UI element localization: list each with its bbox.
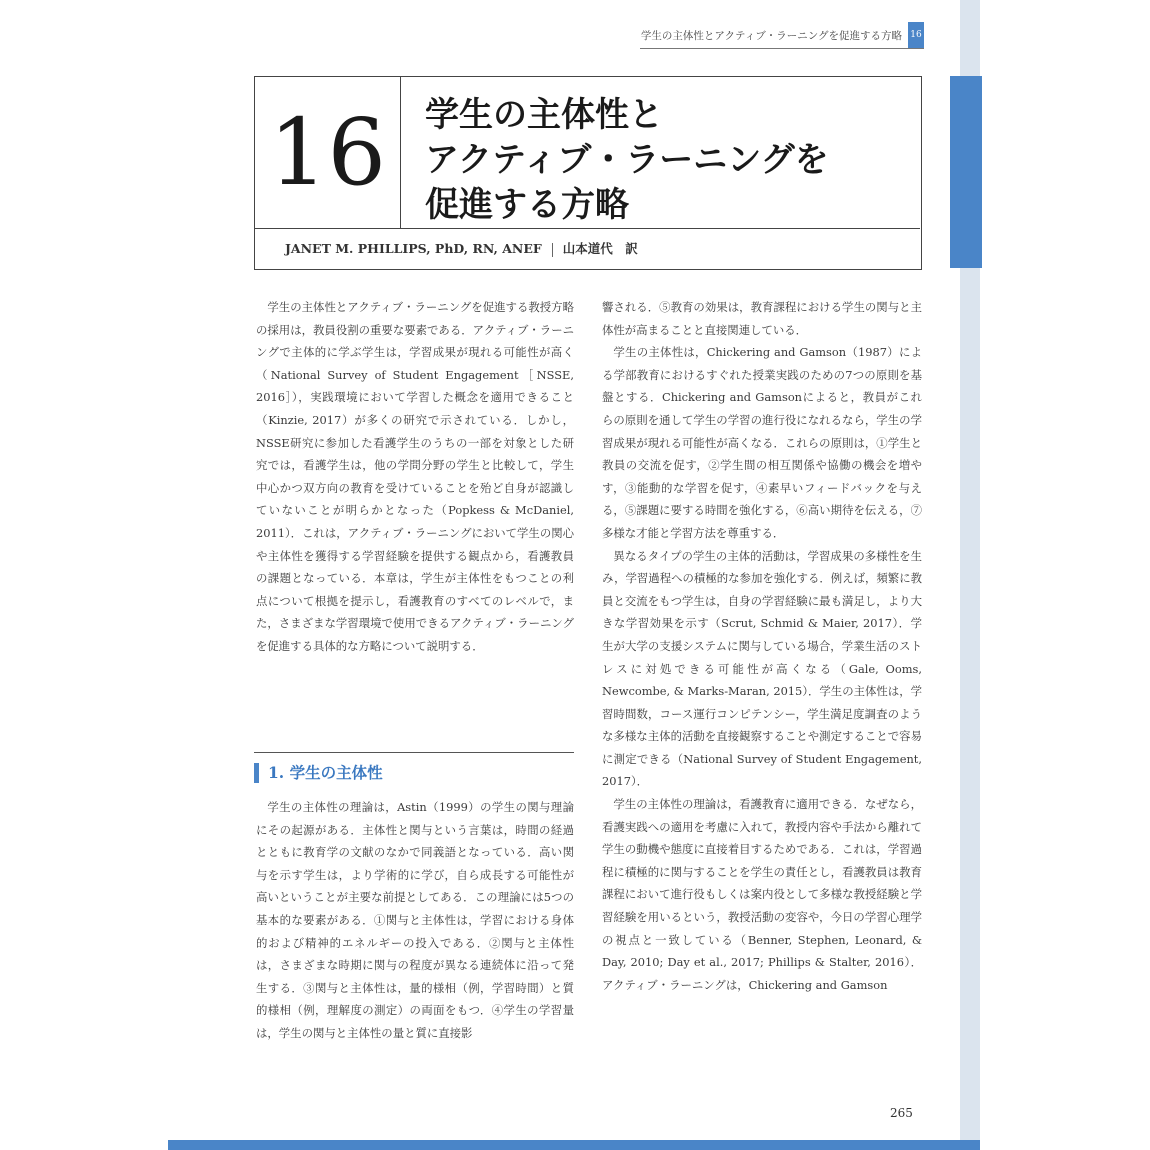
intro-paragraph: 学生の主体性とアクティブ・ラーニングを促進する教授方略の採用は，教員役割の重要な要素である．アクティブ・ラーニングで主体的に学ぶ学生は，学習成果が現れる可能性が高く（National Survey of Student Engagement［NSSE, 2016］），実践環境において学習した概念を適用できること（Kinzie, 2017）が多くの研究で示されている．しかし，NSSE研究に参加した看護学生のうちの一部を対象とした研究では，看護学生は，他の学問分野の学生と比較して，学生中心かつ双方向の教育を受けていることを殆ど自身が認識していないことが明らかとなった（Popkess & McDaniel, 2011）．これは，アクティブ・ラーニングにおいて学生の関心や主体性を獲得する学習経験を提供する観点から，看護教員の課題となっている．本章は，学生が主体性をもつことの利点について根拠を提示し，看護教育のすべてのレベルで，また，さまざまな学習環境で使用できるアクティブ・ラーニングを促進する具体的な方略について説明する．: [256, 300, 574, 653]
running-header-chapter-marker: 16: [908, 22, 924, 48]
chapter-title-line: 学生の主体性と: [425, 95, 663, 135]
page-number: 265: [890, 1106, 913, 1120]
section-heading: [254, 752, 574, 787]
chapter-title-box: [254, 76, 922, 270]
running-header-title: 学生の主体性とアクティブ・ラーニングを促進する方略: [640, 30, 902, 42]
author-name: JANET M. PHILLIPS, PhD, RN, ANEF: [285, 241, 542, 256]
chapter-title-line: 促進する方略: [425, 185, 629, 225]
right-column: [602, 296, 922, 996]
right-paragraph: 学生の主体性の理論は，看護教育に適用できる．なぜなら，看護実践への適用を考慮に入れて，教授内容や手法から離れて学生の動機や態度に直接着目するためである．これは，学習過程に積極的に関与することを学生の責任とし，看護教員は教育課程において進行役もしくは案内役として多様な教授経験と学習経験を用いるという，教授活動の変容や，今日の学習心理学の視点と一致している（Benner, Stephen, Leonard, & Day, 2010; Day et al., 2017; Phillips & Stalter, 2016）．アクティブ・ラーニングは，Chickering and Gamson: [602, 797, 922, 992]
chapter-title: [425, 93, 905, 228]
title-box-horizontal-divider: [255, 228, 920, 229]
section-heading-accent-bar: [254, 763, 259, 783]
header-rule: [640, 48, 924, 49]
chapter-side-tab: [950, 76, 982, 268]
right-paragraph: 響される．⑤教育の効果は，教育課程における学生の関与と主体性が高まることと直接関連している．: [602, 300, 922, 337]
section-paragraph: 学生の主体性の理論は，Astin（1999）の学生の関与理論にその起源がある．主体性と関与という言葉は，時間の経過とともに教育学の文献のなかで同義語となっている．高い関与を示す学生は，より学術的に学び，自ら成長する可能性が高いということが主要な前提としてある．この理論には5つの基本的な要素がある．①関与と主体性は，学習における身体的および精神的エネルギーの投入である．②関与と主体性は，さまざまな時期に関与の程度が異なる連続体に沿って発生する．③関与と主体性は，量的様相（例，学習時間）と質的様相（例，理解度の測定）の両面をもつ．④学生の学習量は，学生の関与と主体性の量と質に直接影: [256, 800, 574, 1040]
bottom-accent-bar: [168, 1140, 980, 1150]
author-line: [285, 239, 638, 257]
right-paragraph: 異なるタイプの学生の主体的活動は，学習成果の多様性を生み，学習過程への積極的な参加を強化する．例えば，頻繁に教員と交流をもつ学生は，自身の学習経験に最も満足し，より大きな学習効果を示す（Scrut, Schmid & Maier, 2017）．学生が大学の支援システムに関与している場合，学業生活のストレスに対処できる可能性が高くなる（Gale, Ooms, Newcombe, & Marks-Maran, 2015）．学生の主体性は，学習時間数，コース運行コンピテンシー，学生満足度調査のような多様な主体的活動を直接観察することや測定することで容易に測定できる（National Survey of Student Engagement, 2017）．: [602, 548, 922, 789]
chapter-number: 16: [268, 99, 387, 206]
translator-name: 山本道代 訳: [562, 241, 638, 256]
author-separator: [552, 243, 553, 257]
chapter-title-line: アクティブ・ラーニングを: [425, 140, 829, 180]
title-box-vertical-divider: [400, 77, 401, 228]
intro-column: [256, 296, 574, 658]
right-paragraph: 学生の主体性は，Chickering and Gamson（1987）による学部教育におけるすぐれた授業実践のための7つの原則を基盤とする．Chickering and Gamsonによると，教員がこれらの原則を通して学生の学習の進行役になれるなら，学生の学習成果が現れる可能性が高くなる．これらの原則は，①学生と教員の交流を促す，②学生間の相互関係や協働の機会を増やす，③能動的な学習を促す，④素早いフィードバックを与える，⑤課題に要する時間を強化する，⑥高い期待を伝える，⑦多様な才能と学習方法を尊重する．: [602, 345, 922, 540]
section-column: [256, 796, 574, 1045]
section-title: 1. 学生の主体性: [268, 763, 383, 782]
